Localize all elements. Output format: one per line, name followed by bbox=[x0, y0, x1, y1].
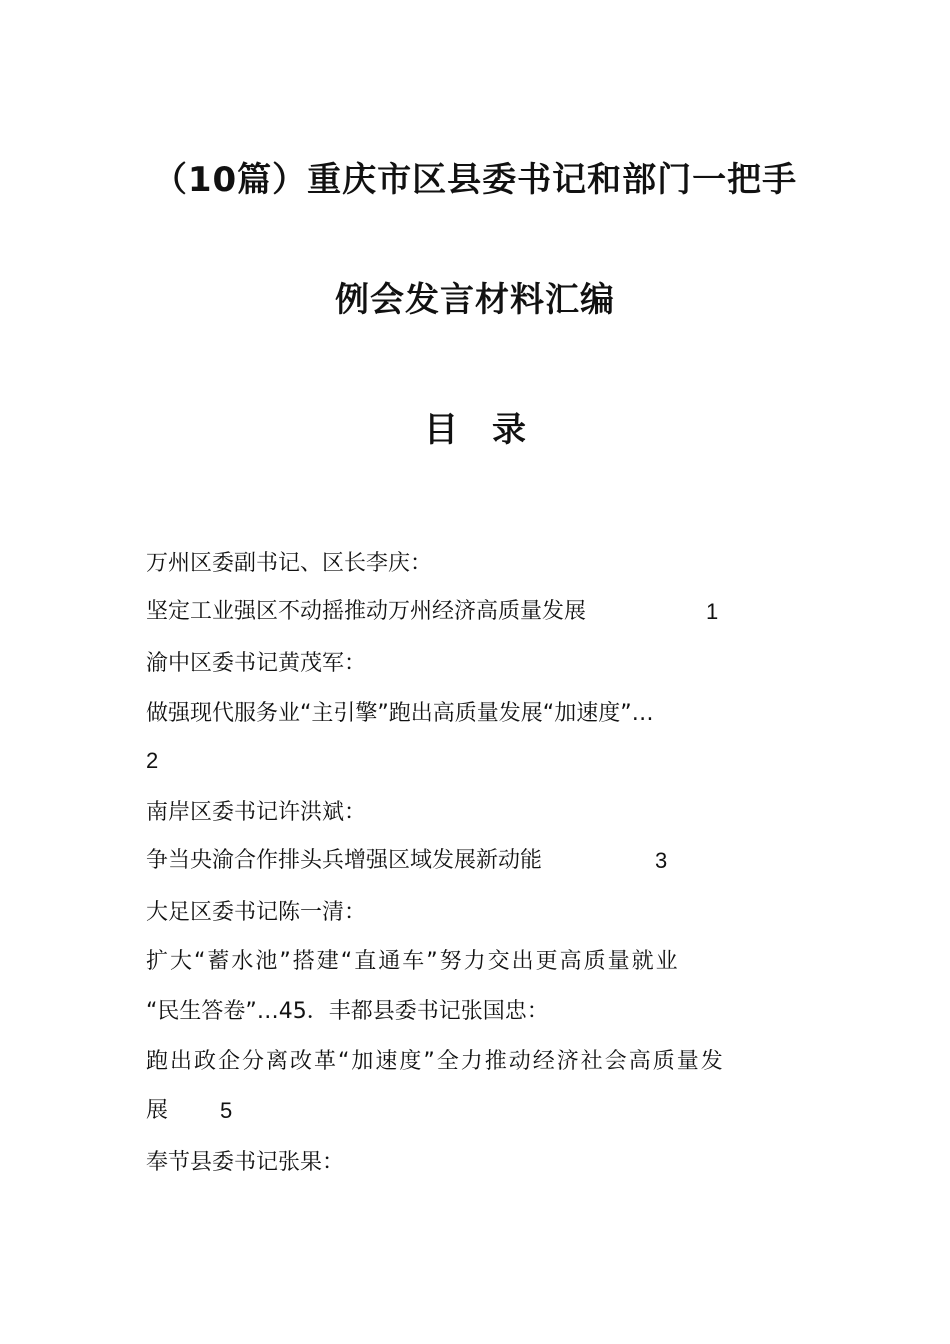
toc-entry-2-title: 做强现代服务业“主引擎”跑出高质量发展“加速度”… bbox=[146, 701, 654, 726]
toc-entry-5-page: 5 bbox=[220, 1098, 233, 1123]
toc-entry-3-author: 南岸区委书记许洪斌： bbox=[146, 800, 367, 825]
document-title-line-2: 例会发言材料汇编 bbox=[335, 280, 615, 320]
toc-entry-1-author: 万州区委副书记、区长李庆： bbox=[146, 551, 433, 576]
toc-entry-5-title-line-2: 展 bbox=[146, 1098, 169, 1123]
toc-entry-6-author: 奉节县委书记张果： bbox=[146, 1150, 345, 1175]
toc-entry-1-title: 坚定工业强区不动摇推动万州经济高质量发展 bbox=[146, 599, 587, 624]
toc-entry-4-title-line-2: “民生答卷”…45．丰都县委书记张国忠： bbox=[146, 999, 549, 1024]
toc-entry-3-page: 3 bbox=[655, 848, 668, 873]
toc-heading: 目 录 bbox=[424, 410, 526, 450]
toc-entry-5-title-line-1: 跑出政企分离改革“加速度”全力推动经济社会高质量发 bbox=[146, 1049, 725, 1074]
toc-entry-2-author: 渝中区委书记黄茂军： bbox=[146, 651, 367, 676]
document-title-line-1: （10篇）重庆市区县委书记和部门一把手 bbox=[152, 160, 798, 200]
toc-entry-3-title: 争当央渝合作排头兵增强区域发展新动能 bbox=[146, 848, 543, 873]
toc-entry-4-title-line-1: 扩大“蓄水池”搭建“直通车”努力交出更高质量就业 bbox=[146, 949, 680, 974]
toc-entry-2-page: 2 bbox=[146, 748, 159, 773]
toc-entry-1-page: 1 bbox=[706, 599, 719, 624]
toc-entry-4-author: 大足区委书记陈一清： bbox=[146, 900, 367, 925]
